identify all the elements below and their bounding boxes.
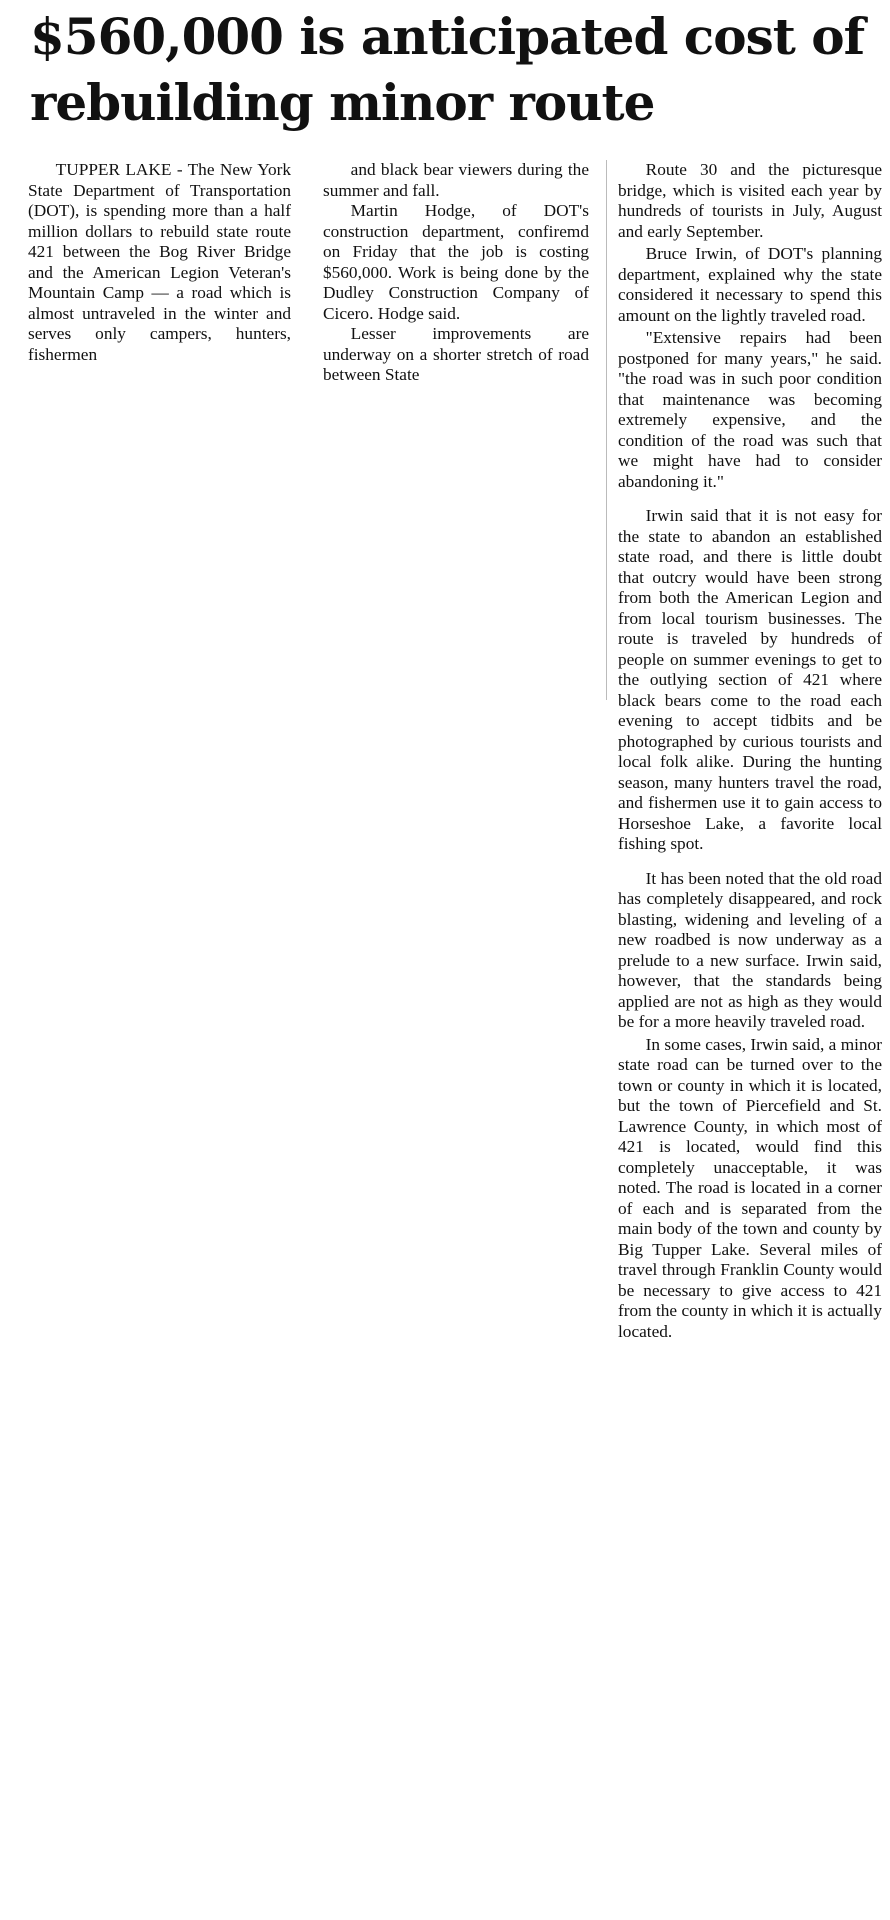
paragraph: Lesser improvements are underway on a shorter stretch of road between State	[323, 324, 589, 384]
article-column-2	[323, 160, 589, 386]
article-column-1	[28, 160, 291, 365]
paragraph: TUPPER LAKE - The New York State Department of Transportation (DOT), is spending more than a half million dollars to rebuild state route 421 between the Bog River Bridge and the American Legion Veteran's Mountain Camp — a road which is almost untraveled in the winter and serves only campers, hunters, fishermen	[28, 160, 291, 364]
paragraph: Irwin said that it is not easy for the state to abandon an established state road, and there is little doubt that outcry would have been strong from both the American Legion and from local tourism businesses. The route is traveled by hundreds of people on summer evenings to get to the outlying section of 421 where black bears come to the road each evening to accept tidbits and be photographed by curious tourists and local folk alike. During the hunting season, many hunters travel the road, and fishermen use it to gain access to Horseshoe Lake, a favorite local fishing spot.	[618, 506, 882, 853]
article-column-3	[618, 160, 882, 1342]
paragraph: Bruce Irwin, of DOT's planning department, explained why the state considered it necessary to spend this amount on the lightly traveled road.	[618, 244, 882, 325]
column-divider	[606, 160, 607, 700]
paragraph: In some cases, Irwin said, a minor state road can be turned over to the town or county in which it is located, but the town of Piercefield and St. Lawrence County, in which most of 421 is located, would find this completely unacceptable, it was noted. The road is located in a corner of each and is separated from the main body of the town and county by Big Tupper Lake. Several miles of travel through Franklin County would be necessary to give access to 421 from the county in which it is actually located.	[618, 1034, 882, 1341]
headline: $560,000 is anticipated cost of rebuilding minor route	[30, 7, 865, 132]
paragraph: It has been noted that the old road has completely disappeared, and rock blasting, widening and leveling of a new roadbed is now underway as a prelude to a new surface. Irwin said, however, that the standards being applied are not as high as they would be for a more heavily traveled road.	[618, 868, 882, 1031]
paragraph: Route 30 and the picturesque bridge, which is visited each year by hundreds of tourists in July, August and early September.	[618, 160, 882, 241]
paragraph: "Extensive repairs had been postponed for many years," he said. "the road was in such poor condition that maintenance was becoming extremely expensive, and the condition of the road was such that we might have had to consider abandoning it."	[618, 328, 882, 491]
paragraph: Martin Hodge, of DOT's construction department, confiremd on Friday that the job is costing $560,000. Work is being done by the Dudley Construction Company of Cicero. Hodge said.	[323, 201, 589, 323]
paragraph: and black bear viewers during the summer and fall.	[323, 160, 589, 200]
